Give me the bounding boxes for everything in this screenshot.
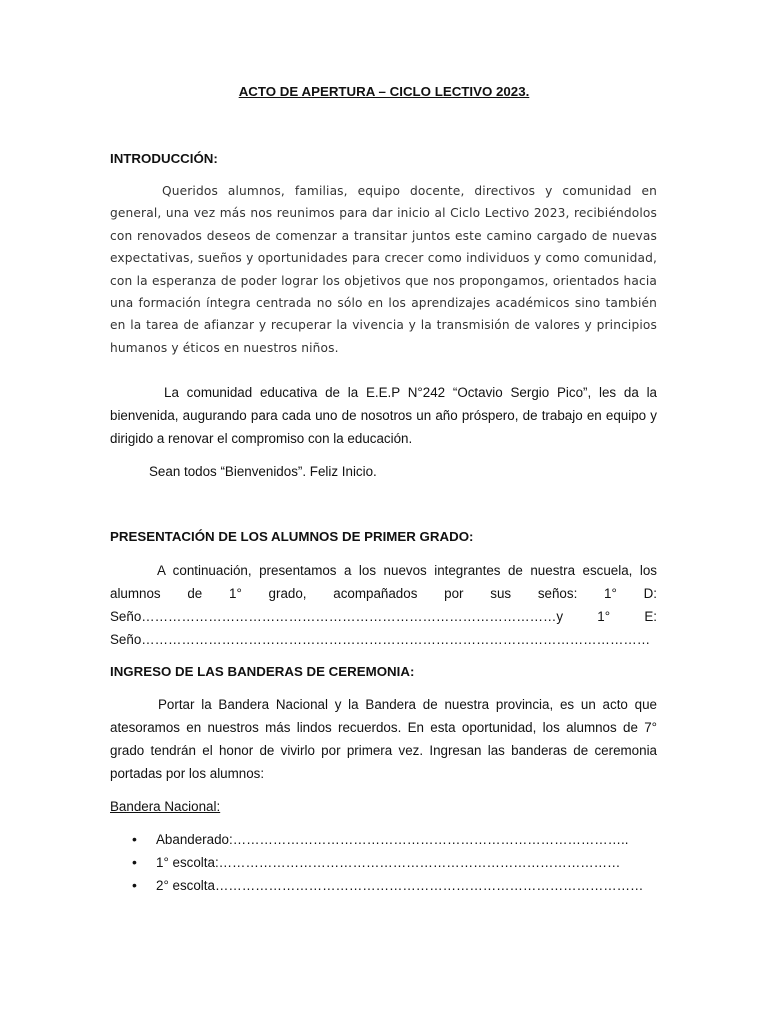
flags-paragraph-text: Portar la Bandera Nacional y la Bandera de nuestra provincia, es un acto que atesoramos en nuestros más lindos recuerdos. En esta oportunidad, los alumnos de 7° grado tendrán el honor de vivirlo por primera vez. Ingresan las banderas de ceremonia portadas por los alumnos: bbox=[110, 697, 657, 781]
bullet-icon: • bbox=[132, 854, 137, 870]
intro-paragraph-1-text: Queridos alumnos, familias, equipo docente, directivos y comunidad en general, una vez más nos reunimos para dar inicio al Ciclo Lectivo 2023, recibiéndolos con renovados deseos de comenzar a transitar juntos este camino cargado de nuevas expectativas, sueños y oportunidades para crecer como individuos y como comunidad, con la esperanza de poder lograr los objetivos que nos propongamos, orientados hacia una formación íntegra centrada no sólo en los aprendizajes académicos sino también en la tarea de afianzar y recuperar la vivencia y la transmisión de valores y principios humanos y éticos en nuestros niños. bbox=[110, 184, 657, 355]
list-item bbox=[110, 874, 656, 897]
bullet-icon: • bbox=[132, 877, 137, 893]
list-item bbox=[110, 851, 670, 874]
document-title: ACTO DE APERTURA – CICLO LECTIVO 2023. bbox=[238, 84, 530, 99]
list-item-text: Abanderado:…………………………………………………………………………….. bbox=[156, 832, 629, 847]
presentation-heading: PRESENTACIÓN DE LOS ALUMNOS DE PRIMER GRADO: bbox=[110, 529, 474, 544]
presentation-paragraph-text: A continuación, presentamos a los nuevos integrantes de nuestra escuela, los alumnos de 1° grado, acompañados por sus seños: 1° D: Seño…………………………………………………………………………………y 1° E: Seño…………………………………………………………………………………………………… bbox=[110, 563, 657, 647]
intro-paragraph-2 bbox=[110, 381, 657, 450]
intro-paragraph-3 bbox=[110, 460, 657, 483]
flags-heading: INGRESO DE LAS BANDERAS DE CEREMONIA: bbox=[110, 664, 415, 679]
intro-heading: INTRODUCCIÓN: bbox=[110, 151, 218, 166]
list-item-text: 2° escolta…………………………………………………………………………………… bbox=[156, 878, 644, 893]
intro-paragraph-2-text: La comunidad educativa de la E.E.P N°242 “Octavio Sergio Pico”, les da la bienvenida, augurando para cada uno de nosotros un año próspero, de trabajo en equipo y dirigido a renovar el compromiso con la educación. bbox=[110, 385, 657, 446]
list-item bbox=[110, 828, 670, 851]
intro-paragraph-3-text: Sean todos “Bienvenidos”. Feliz Inicio. bbox=[149, 464, 377, 479]
national-flag-label: Bandera Nacional: bbox=[110, 799, 221, 814]
flag-bearers-list bbox=[110, 828, 670, 897]
intro-paragraph-1 bbox=[110, 180, 657, 359]
presentation-paragraph bbox=[110, 559, 657, 651]
bullet-icon: • bbox=[132, 831, 137, 847]
list-item-text: 1° escolta:……………………………………………………………………………… bbox=[156, 855, 621, 870]
flags-paragraph bbox=[110, 693, 657, 785]
